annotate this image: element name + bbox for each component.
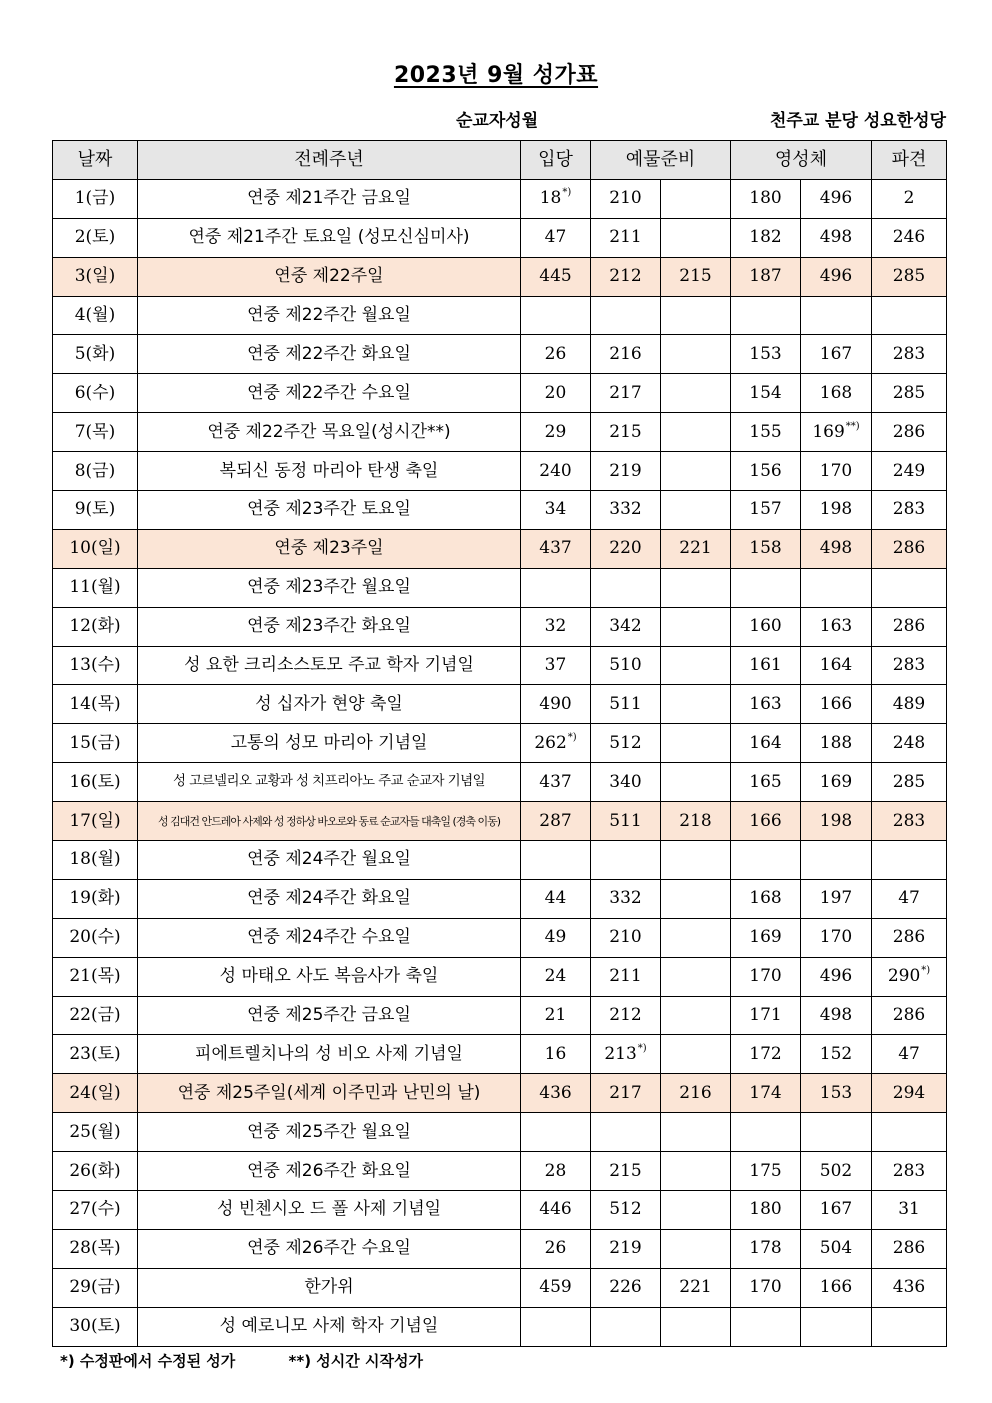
cell-communion-1: 174 xyxy=(731,1074,801,1113)
cell-offertory-1: 511 xyxy=(591,802,661,841)
cell-communion-2: 504 xyxy=(801,1229,872,1268)
table-row xyxy=(53,685,947,724)
cell-feast: 연중 제25주간 금요일 xyxy=(138,996,521,1035)
cell-offertory-1: 210 xyxy=(591,179,661,218)
footnotes xyxy=(60,1350,471,1371)
cell-entrance: 446 xyxy=(521,1191,591,1230)
table-row xyxy=(53,724,947,763)
cell-feast: 연중 제23주간 화요일 xyxy=(138,607,521,646)
cell-offertory-2: 218 xyxy=(661,802,731,841)
cell-entrance: 262*) xyxy=(521,724,591,763)
cell-dismissal: 283 xyxy=(872,335,947,374)
cell-communion-2: 498 xyxy=(801,996,872,1035)
cell-offertory-1: 211 xyxy=(591,957,661,996)
cell-communion-2: 498 xyxy=(801,218,872,257)
cell-communion-1: 163 xyxy=(731,685,801,724)
cell-entrance xyxy=(521,841,591,880)
cell-dismissal: 47 xyxy=(872,879,947,918)
cell-date: 3(일) xyxy=(53,257,138,296)
cell-offertory-2: 221 xyxy=(661,1268,731,1307)
table-row xyxy=(53,1268,947,1307)
cell-offertory-2 xyxy=(661,568,731,607)
cell-dismissal xyxy=(872,1113,947,1152)
table-row xyxy=(53,1074,947,1113)
cell-offertory-2: 221 xyxy=(661,529,731,568)
cell-date: 2(토) xyxy=(53,218,138,257)
cell-offertory-2 xyxy=(661,296,731,335)
cell-communion-1: 168 xyxy=(731,879,801,918)
cell-communion-1: 154 xyxy=(731,374,801,413)
table-row xyxy=(53,879,947,918)
cell-communion-2 xyxy=(801,1307,872,1346)
cell-entrance: 26 xyxy=(521,1229,591,1268)
cell-feast: 연중 제21주간 금요일 xyxy=(138,179,521,218)
cell-entrance: 18*) xyxy=(521,179,591,218)
cell-communion-1 xyxy=(731,568,801,607)
cell-entrance: 44 xyxy=(521,879,591,918)
cell-offertory-1: 215 xyxy=(591,1152,661,1191)
cell-offertory-1: 332 xyxy=(591,879,661,918)
header-communion: 영성체 xyxy=(731,141,872,180)
cell-feast: 연중 제23주간 토요일 xyxy=(138,491,521,530)
cell-offertory-2 xyxy=(661,452,731,491)
cell-communion-2: 167 xyxy=(801,335,872,374)
cell-feast: 한가위 xyxy=(138,1268,521,1307)
cell-date: 30(토) xyxy=(53,1307,138,1346)
cell-offertory-2 xyxy=(661,685,731,724)
cell-feast: 성 십자가 현양 축일 xyxy=(138,685,521,724)
footnote-mark: *) xyxy=(567,731,577,743)
cell-communion-1: 180 xyxy=(731,1191,801,1230)
cell-offertory-1: 219 xyxy=(591,452,661,491)
cell-feast: 성 고르넬리오 교황과 성 치프리아노 주교 순교자 기념일 xyxy=(138,763,521,802)
footnote-single: *) 수정판에서 수정된 성가 xyxy=(60,1352,236,1370)
cell-feast: 피에트렐치나의 성 비오 사제 기념일 xyxy=(138,1035,521,1074)
cell-feast: 고통의 성모 마리아 기념일 xyxy=(138,724,521,763)
cell-date: 1(금) xyxy=(53,179,138,218)
cell-communion-2: 166 xyxy=(801,1268,872,1307)
cell-feast: 성 빈첸시오 드 폴 사제 기념일 xyxy=(138,1191,521,1230)
cell-dismissal xyxy=(872,1307,947,1346)
table-row xyxy=(53,1152,947,1191)
table-row xyxy=(53,646,947,685)
cell-feast: 연중 제22주일 xyxy=(138,257,521,296)
cell-communion-2 xyxy=(801,841,872,880)
cell-communion-2: 169 xyxy=(801,763,872,802)
header-offertory: 예물준비 xyxy=(591,141,731,180)
cell-dismissal: 283 xyxy=(872,491,947,530)
cell-offertory-2 xyxy=(661,763,731,802)
cell-offertory-2 xyxy=(661,413,731,452)
table-row xyxy=(53,179,947,218)
cell-offertory-1 xyxy=(591,1113,661,1152)
cell-communion-2: 496 xyxy=(801,957,872,996)
cell-feast: 연중 제24주간 수요일 xyxy=(138,918,521,957)
cell-feast: 연중 제22주간 화요일 xyxy=(138,335,521,374)
header-dismissal: 파견 xyxy=(872,141,947,180)
cell-dismissal: 249 xyxy=(872,452,947,491)
cell-dismissal xyxy=(872,568,947,607)
hymn-table xyxy=(52,140,947,1347)
cell-offertory-2 xyxy=(661,1191,731,1230)
cell-communion-2: 169**) xyxy=(801,413,872,452)
cell-date: 28(목) xyxy=(53,1229,138,1268)
footnote-mark: **) xyxy=(845,420,860,432)
cell-communion-1: 158 xyxy=(731,529,801,568)
header-entrance: 입당 xyxy=(521,141,591,180)
footnote-double: **) 성시간 시작성가 xyxy=(288,1352,423,1370)
cell-date: 12(화) xyxy=(53,607,138,646)
table-row xyxy=(53,335,947,374)
table-row xyxy=(53,491,947,530)
cell-dismissal: 286 xyxy=(872,413,947,452)
cell-communion-2: 198 xyxy=(801,802,872,841)
cell-communion-2: 496 xyxy=(801,257,872,296)
cell-dismissal: 246 xyxy=(872,218,947,257)
table-row xyxy=(53,296,947,335)
cell-communion-2 xyxy=(801,568,872,607)
cell-feast: 연중 제22주간 목요일(성시간**) xyxy=(138,413,521,452)
cell-communion-1: 166 xyxy=(731,802,801,841)
cell-communion-2: 496 xyxy=(801,179,872,218)
cell-entrance xyxy=(521,1307,591,1346)
cell-offertory-2 xyxy=(661,1113,731,1152)
cell-date: 17(일) xyxy=(53,802,138,841)
cell-offertory-2 xyxy=(661,179,731,218)
table-row xyxy=(53,607,947,646)
cell-dismissal: 285 xyxy=(872,374,947,413)
cell-communion-2 xyxy=(801,296,872,335)
table-row xyxy=(53,529,947,568)
cell-communion-1 xyxy=(731,1113,801,1152)
cell-communion-1: 164 xyxy=(731,724,801,763)
page-title: 2023년 9월 성가표 xyxy=(393,63,599,88)
cell-dismissal: 489 xyxy=(872,685,947,724)
table-row xyxy=(53,1229,947,1268)
cell-offertory-2: 216 xyxy=(661,1074,731,1113)
cell-communion-2: 164 xyxy=(801,646,872,685)
table-row xyxy=(53,802,947,841)
cell-offertory-2 xyxy=(661,1229,731,1268)
cell-communion-2: 166 xyxy=(801,685,872,724)
cell-communion-2: 170 xyxy=(801,918,872,957)
cell-date: 24(일) xyxy=(53,1074,138,1113)
cell-offertory-1: 226 xyxy=(591,1268,661,1307)
table-row xyxy=(53,1307,947,1346)
cell-date: 22(금) xyxy=(53,996,138,1035)
cell-feast: 성 마태오 사도 복음사가 축일 xyxy=(138,957,521,996)
cell-offertory-1: 340 xyxy=(591,763,661,802)
cell-communion-2: 167 xyxy=(801,1191,872,1230)
header-feast: 전례주년 xyxy=(138,141,521,180)
cell-dismissal: 286 xyxy=(872,1229,947,1268)
cell-communion-1: 180 xyxy=(731,179,801,218)
cell-dismissal: 285 xyxy=(872,257,947,296)
cell-dismissal: 436 xyxy=(872,1268,947,1307)
table-row xyxy=(53,1035,947,1074)
cell-communion-1: 175 xyxy=(731,1152,801,1191)
cell-date: 7(목) xyxy=(53,413,138,452)
cell-communion-1 xyxy=(731,1307,801,1346)
cell-entrance: 459 xyxy=(521,1268,591,1307)
cell-offertory-1: 217 xyxy=(591,374,661,413)
cell-entrance: 26 xyxy=(521,335,591,374)
cell-offertory-1 xyxy=(591,296,661,335)
cell-communion-1 xyxy=(731,296,801,335)
cell-offertory-1: 210 xyxy=(591,918,661,957)
table-row xyxy=(53,374,947,413)
cell-communion-2 xyxy=(801,1113,872,1152)
cell-offertory-2 xyxy=(661,957,731,996)
cell-offertory-2 xyxy=(661,879,731,918)
cell-date: 25(월) xyxy=(53,1113,138,1152)
table-row xyxy=(53,452,947,491)
cell-offertory-2 xyxy=(661,335,731,374)
cell-feast: 성 김대건 안드레아 사제와 성 정하상 바오로와 동료 순교자들 대축일 (경축 이동) xyxy=(138,802,521,841)
cell-offertory-1: 220 xyxy=(591,529,661,568)
cell-communion-1: 178 xyxy=(731,1229,801,1268)
cell-communion-2: 197 xyxy=(801,879,872,918)
cell-date: 4(월) xyxy=(53,296,138,335)
cell-dismissal: 286 xyxy=(872,918,947,957)
cell-offertory-2: 215 xyxy=(661,257,731,296)
cell-offertory-1: 219 xyxy=(591,1229,661,1268)
cell-date: 16(토) xyxy=(53,763,138,802)
cell-offertory-1: 212 xyxy=(591,257,661,296)
cell-feast: 연중 제23주간 월요일 xyxy=(138,568,521,607)
table-row xyxy=(53,413,947,452)
cell-offertory-2 xyxy=(661,646,731,685)
cell-communion-2: 152 xyxy=(801,1035,872,1074)
cell-communion-1: 155 xyxy=(731,413,801,452)
cell-date: 10(일) xyxy=(53,529,138,568)
cell-entrance: 47 xyxy=(521,218,591,257)
cell-entrance: 49 xyxy=(521,918,591,957)
cell-offertory-2 xyxy=(661,918,731,957)
cell-entrance: 16 xyxy=(521,1035,591,1074)
cell-offertory-1: 215 xyxy=(591,413,661,452)
cell-offertory-2 xyxy=(661,607,731,646)
cell-offertory-2 xyxy=(661,491,731,530)
cell-communion-1: 153 xyxy=(731,335,801,374)
cell-entrance: 240 xyxy=(521,452,591,491)
cell-offertory-1: 211 xyxy=(591,218,661,257)
cell-feast: 연중 제22주간 월요일 xyxy=(138,296,521,335)
cell-feast: 연중 제22주간 수요일 xyxy=(138,374,521,413)
cell-offertory-1: 511 xyxy=(591,685,661,724)
cell-date: 20(수) xyxy=(53,918,138,957)
cell-date: 26(화) xyxy=(53,1152,138,1191)
cell-offertory-1: 512 xyxy=(591,1191,661,1230)
month-theme: 순교자성월 xyxy=(456,111,539,131)
cell-communion-2: 188 xyxy=(801,724,872,763)
cell-offertory-2 xyxy=(661,1035,731,1074)
cell-feast: 성 예로니모 사제 학자 기념일 xyxy=(138,1307,521,1346)
cell-date: 5(화) xyxy=(53,335,138,374)
cell-dismissal: 283 xyxy=(872,802,947,841)
footnote-mark: *) xyxy=(637,1042,647,1054)
cell-offertory-1 xyxy=(591,841,661,880)
cell-date: 23(토) xyxy=(53,1035,138,1074)
cell-date: 14(목) xyxy=(53,685,138,724)
cell-communion-2: 498 xyxy=(801,529,872,568)
cell-dismissal: 283 xyxy=(872,646,947,685)
cell-dismissal xyxy=(872,296,947,335)
table-row xyxy=(53,841,947,880)
cell-dismissal: 248 xyxy=(872,724,947,763)
cell-dismissal: 31 xyxy=(872,1191,947,1230)
cell-feast: 연중 제23주일 xyxy=(138,529,521,568)
cell-communion-1: 157 xyxy=(731,491,801,530)
cell-feast: 성 요한 크리소스토모 주교 학자 기념일 xyxy=(138,646,521,685)
cell-entrance: 29 xyxy=(521,413,591,452)
cell-date: 11(월) xyxy=(53,568,138,607)
cell-entrance: 287 xyxy=(521,802,591,841)
table-row xyxy=(53,996,947,1035)
cell-dismissal: 294 xyxy=(872,1074,947,1113)
cell-offertory-1: 212 xyxy=(591,996,661,1035)
header-date: 날짜 xyxy=(53,141,138,180)
cell-date: 19(화) xyxy=(53,879,138,918)
cell-entrance: 437 xyxy=(521,763,591,802)
cell-date: 9(토) xyxy=(53,491,138,530)
table-row xyxy=(53,1113,947,1152)
cell-offertory-2 xyxy=(661,1152,731,1191)
table-row xyxy=(53,218,947,257)
cell-feast: 연중 제21주간 토요일 (성모신심미사) xyxy=(138,218,521,257)
cell-communion-1: 165 xyxy=(731,763,801,802)
cell-communion-1: 172 xyxy=(731,1035,801,1074)
cell-offertory-1: 342 xyxy=(591,607,661,646)
cell-communion-1: 187 xyxy=(731,257,801,296)
cell-communion-1: 160 xyxy=(731,607,801,646)
cell-entrance: 437 xyxy=(521,529,591,568)
cell-entrance: 445 xyxy=(521,257,591,296)
cell-feast: 연중 제26주간 수요일 xyxy=(138,1229,521,1268)
cell-offertory-1: 217 xyxy=(591,1074,661,1113)
parish-name: 천주교 분당 성요한성당 xyxy=(769,111,946,131)
cell-date: 21(목) xyxy=(53,957,138,996)
cell-entrance: 37 xyxy=(521,646,591,685)
cell-feast: 복되신 동정 마리아 탄생 축일 xyxy=(138,452,521,491)
cell-date: 18(월) xyxy=(53,841,138,880)
cell-communion-2: 170 xyxy=(801,452,872,491)
cell-offertory-1: 213*) xyxy=(591,1035,661,1074)
cell-date: 13(수) xyxy=(53,646,138,685)
cell-date: 29(금) xyxy=(53,1268,138,1307)
cell-communion-1: 182 xyxy=(731,218,801,257)
cell-communion-2: 502 xyxy=(801,1152,872,1191)
cell-offertory-1 xyxy=(591,1307,661,1346)
cell-entrance: 24 xyxy=(521,957,591,996)
cell-communion-1: 170 xyxy=(731,957,801,996)
footnote-mark: *) xyxy=(921,965,931,977)
cell-offertory-2 xyxy=(661,996,731,1035)
cell-date: 6(수) xyxy=(53,374,138,413)
cell-entrance xyxy=(521,296,591,335)
table-row xyxy=(53,257,947,296)
cell-entrance: 34 xyxy=(521,491,591,530)
cell-dismissal: 47 xyxy=(872,1035,947,1074)
cell-feast: 연중 제24주간 월요일 xyxy=(138,841,521,880)
cell-communion-2: 168 xyxy=(801,374,872,413)
cell-dismissal: 286 xyxy=(872,996,947,1035)
table-row xyxy=(53,1191,947,1230)
table-row xyxy=(53,763,947,802)
cell-entrance: 28 xyxy=(521,1152,591,1191)
cell-dismissal: 283 xyxy=(872,1152,947,1191)
cell-date: 15(금) xyxy=(53,724,138,763)
cell-communion-2: 153 xyxy=(801,1074,872,1113)
cell-dismissal xyxy=(872,841,947,880)
cell-offertory-1: 512 xyxy=(591,724,661,763)
table-row xyxy=(53,957,947,996)
cell-offertory-2 xyxy=(661,841,731,880)
cell-offertory-1: 332 xyxy=(591,491,661,530)
cell-entrance: 21 xyxy=(521,996,591,1035)
cell-communion-1: 161 xyxy=(731,646,801,685)
cell-entrance: 20 xyxy=(521,374,591,413)
cell-dismissal: 290*) xyxy=(872,957,947,996)
cell-feast: 연중 제25주간 월요일 xyxy=(138,1113,521,1152)
cell-communion-1: 171 xyxy=(731,996,801,1035)
cell-feast: 연중 제24주간 화요일 xyxy=(138,879,521,918)
cell-date: 27(수) xyxy=(53,1191,138,1230)
cell-offertory-1 xyxy=(591,568,661,607)
cell-dismissal: 286 xyxy=(872,607,947,646)
cell-date: 8(금) xyxy=(53,452,138,491)
cell-offertory-2 xyxy=(661,374,731,413)
cell-offertory-2 xyxy=(661,724,731,763)
cell-communion-2: 163 xyxy=(801,607,872,646)
cell-dismissal: 285 xyxy=(872,763,947,802)
header-row xyxy=(53,141,947,180)
footnote-mark: *) xyxy=(562,187,572,199)
cell-offertory-1: 510 xyxy=(591,646,661,685)
cell-offertory-1: 216 xyxy=(591,335,661,374)
cell-entrance: 32 xyxy=(521,607,591,646)
cell-communion-1 xyxy=(731,841,801,880)
cell-offertory-2 xyxy=(661,218,731,257)
cell-feast: 연중 제26주간 화요일 xyxy=(138,1152,521,1191)
cell-entrance: 490 xyxy=(521,685,591,724)
cell-feast: 연중 제25주일(세계 이주민과 난민의 날) xyxy=(138,1074,521,1113)
cell-entrance: 436 xyxy=(521,1074,591,1113)
cell-communion-1: 156 xyxy=(731,452,801,491)
cell-communion-1: 169 xyxy=(731,918,801,957)
cell-dismissal: 2 xyxy=(872,179,947,218)
table-row xyxy=(53,568,947,607)
cell-offertory-2 xyxy=(661,1307,731,1346)
cell-communion-1: 170 xyxy=(731,1268,801,1307)
cell-entrance xyxy=(521,1113,591,1152)
cell-communion-2: 198 xyxy=(801,491,872,530)
cell-dismissal: 286 xyxy=(872,529,947,568)
page-title-wrap xyxy=(0,58,992,89)
table-row xyxy=(53,918,947,957)
cell-entrance xyxy=(521,568,591,607)
